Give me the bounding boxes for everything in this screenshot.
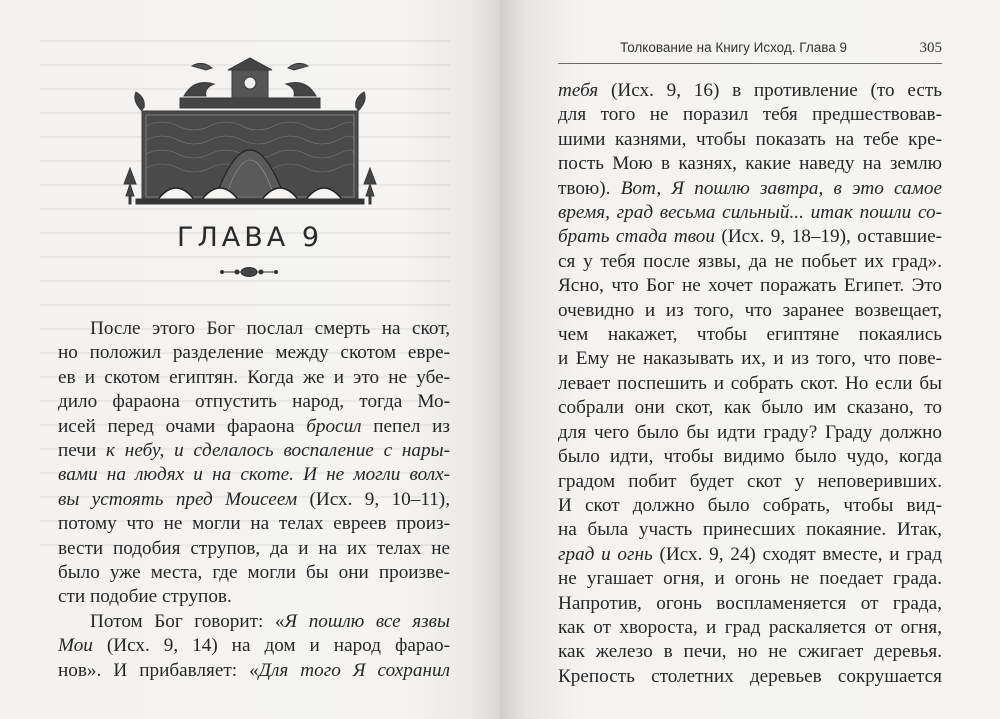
- text-line: Крепость столетних деревьев сокрушается: [558, 665, 942, 687]
- text-line: пость Мою в казнях, какие наведу на землю: [558, 153, 942, 175]
- text-line: тебя (Исх. 9, 16) в противление (то есть: [558, 80, 942, 101]
- ornamental-headpiece-icon: [122, 56, 378, 212]
- text-line: Мои (Исх. 9, 14) на дом и народ фарао-: [58, 635, 450, 657]
- text-line: на была участь принесших покаяние. Итак,: [558, 519, 942, 541]
- text-line: вести подобия струпов, да и на их телах не: [58, 537, 450, 559]
- text-line: потому что не могли на телах евреев произ-: [58, 513, 450, 535]
- text-line: время, град весьма сильный... итак пошли со-: [558, 202, 942, 224]
- text-line: сти подобие струпов.: [58, 586, 232, 608]
- text-line: И скот должно было собрать, чтобы вид-: [558, 494, 942, 516]
- text-line: было уже места, где могли бы они произве-: [58, 562, 450, 584]
- text-line: град и огнь (Исх. 9, 24) сходят вместе, и град: [558, 543, 942, 565]
- text-line: для того не поразил тебя предшествовав-: [558, 104, 942, 126]
- text-line: как от хвороста, и град раскаляется от огня,: [558, 616, 942, 638]
- text-line: ев и скотом египтян. Когда же и это не убе-: [58, 366, 450, 388]
- running-head: Толкование на Книгу Исход. Глава 9: [620, 40, 847, 55]
- text-line: было идти, чтобы видимо было чудо, когда: [558, 446, 942, 468]
- text-line: не угашает огня, и огонь не поедает града.: [558, 568, 942, 590]
- page-number: 305: [919, 40, 942, 56]
- text-line: ся у тебя после язвы, да не побьет их град».: [558, 250, 942, 272]
- text-line: для чего было бы идти граду? Граду должно: [558, 421, 942, 443]
- text-line: брать стада твои (Исх. 9, 18–19), оставшие-: [558, 226, 942, 248]
- text-line: вами на людях и на скоте. И не могли волх-: [58, 464, 450, 486]
- text-line: печи к небу, и сделалось воспаление с нары-: [58, 440, 450, 462]
- text-line: градом побит будет скот у неповеривших.: [558, 470, 942, 492]
- text-line: дило фараона отпустить народ, тогда Мо-: [58, 391, 450, 413]
- text-line: После этого Бог послал смерть на скот,: [90, 318, 450, 339]
- text-line: и Ему не наказывать их, и из того, что пове-: [558, 348, 942, 370]
- text-line: собрали они скот, как было им сказано, то: [558, 397, 942, 419]
- text-line: Ясно, что Бог не хочет поражать Египет. Это: [558, 275, 942, 297]
- text-line: как железо в печи, но не сжигает деревья.: [558, 641, 942, 663]
- text-line: но положил разделение между скотом евре-: [58, 342, 450, 364]
- chapter-title: ГЛАВА 9: [177, 222, 323, 253]
- text-line: шими казнями, чтобы показать на тебе кре-: [558, 128, 942, 150]
- left-body-text: [58, 317, 450, 683]
- text-line: нов». И прибавляет: «Для того Я сохранил: [58, 659, 450, 681]
- fleuron-divider-icon: [219, 265, 279, 279]
- text-line: Потом Бог говорит: «Я пошлю все язвы: [90, 610, 450, 632]
- text-line: левает поспешить и собрать скот. Но если бы: [558, 372, 942, 394]
- text-line: исей перед очами фараона бросил пепел из: [58, 415, 450, 437]
- text-line: очевидно и из того, что заранее возвещает,: [558, 299, 942, 321]
- text-line: вы устоять пред Моисеем (Исх. 9, 10–11),: [58, 488, 450, 510]
- right-page: [500, 0, 1000, 719]
- text-line: чем накажет, чтобы египтяне покаялись: [558, 324, 942, 346]
- text-line: твою). Вот, Я пошлю завтра, в это самое: [558, 177, 943, 199]
- text-line: Напротив, огонь воспламеняется от града,: [558, 592, 942, 614]
- right-body-text: [558, 79, 942, 689]
- header-rule: [558, 63, 942, 64]
